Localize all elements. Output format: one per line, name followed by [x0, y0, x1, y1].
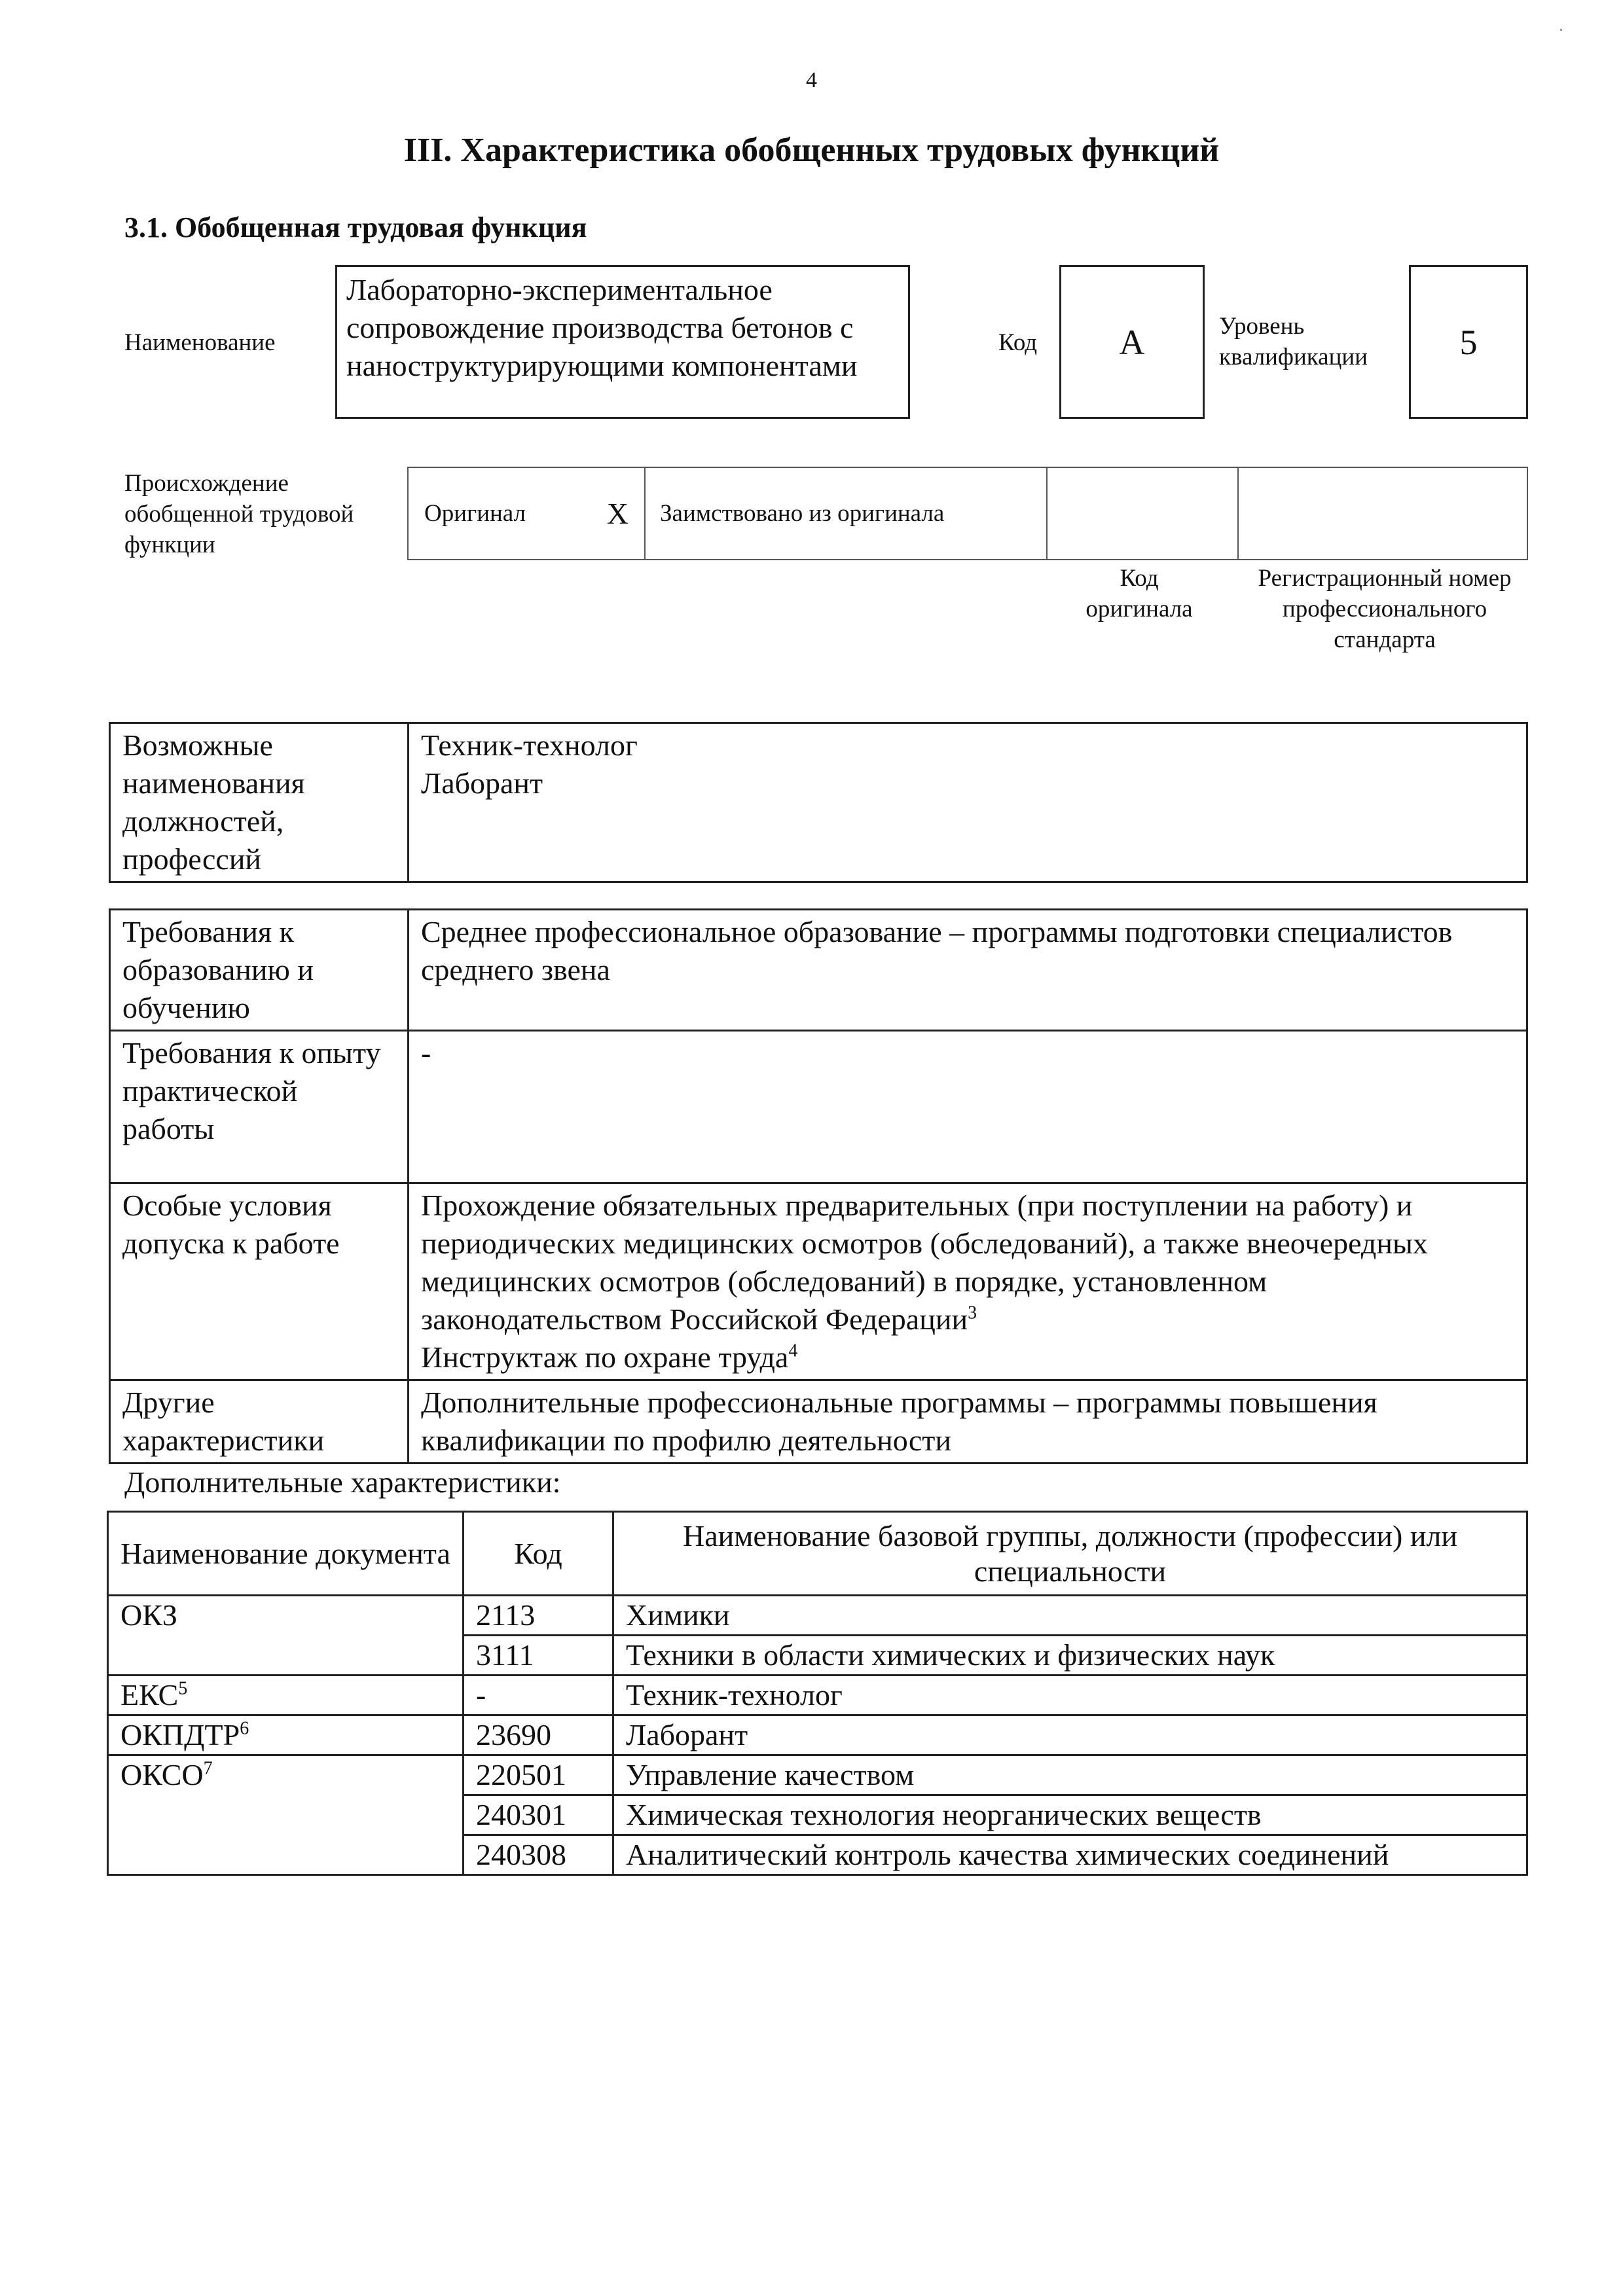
code-original-caption: Код оригинала	[1085, 565, 1193, 622]
footnote-ref: 4	[788, 1340, 798, 1361]
positions-row	[110, 723, 1527, 882]
doc-name: ОКСО	[120, 1758, 204, 1791]
function-code-value: А	[1119, 322, 1145, 362]
function-name-box	[335, 265, 910, 419]
header-code: Код	[464, 1512, 613, 1596]
requirement-value: Среднее профессиональное образование – программы подготовки специалистов среднего звена	[409, 910, 1527, 1031]
code-cell: -	[464, 1676, 613, 1715]
code-cell: 240301	[464, 1795, 613, 1835]
origin-reg-number-cell	[1239, 468, 1529, 559]
table-row	[108, 1676, 1527, 1715]
additional-title: Дополнительные характеристики:	[124, 1465, 561, 1499]
origin-borrowed-cell	[646, 468, 1048, 559]
positions-table	[109, 722, 1528, 883]
footnote-ref: 5	[178, 1678, 188, 1699]
code-cell: 240308	[464, 1835, 613, 1875]
doc-cell	[108, 1596, 464, 1676]
origin-original-cell	[409, 468, 646, 559]
code-cell: 3111	[464, 1636, 613, 1676]
additional-table	[107, 1511, 1528, 1876]
origin-table	[407, 467, 1528, 560]
requirement-label: Требования к опыту практической работы	[110, 1031, 409, 1183]
code-cell: 2113	[464, 1596, 613, 1636]
positions-values	[409, 723, 1527, 882]
requirement-row	[110, 910, 1527, 1031]
origin-borrowed-label: Заимствовано из оригинала	[660, 500, 945, 527]
footnote-ref: 3	[968, 1302, 977, 1323]
name-cell: Техники в области химических и физических наук	[613, 1636, 1527, 1676]
qualification-level-label: Уровень квалификации	[1219, 313, 1368, 370]
position-item: Лаборант	[421, 766, 543, 800]
doc-name: ОКЗ	[120, 1598, 177, 1632]
doc-cell	[108, 1715, 464, 1755]
subsection-title: 3.1. Обобщенная трудовая функция	[124, 211, 587, 243]
name-cell: Аналитический контроль качества химических соединений	[613, 1835, 1527, 1875]
table-row	[108, 1715, 1527, 1755]
function-name-label: Наименование	[124, 329, 276, 356]
function-code-label: Код	[998, 329, 1038, 356]
doc-cell	[108, 1755, 464, 1875]
qualification-level-box	[1409, 265, 1528, 419]
doc-name: ЕКС	[120, 1678, 179, 1712]
requirement-value: -	[409, 1031, 1527, 1183]
table-row	[108, 1755, 1527, 1795]
requirement-value-2: Инструктаж по охране труда	[421, 1340, 789, 1374]
scan-speck	[1560, 29, 1562, 31]
code-cell: 220501	[464, 1755, 613, 1795]
function-name-value: Лабораторно-экспериментальное сопровождение производства бетонов с наноструктурирующими компонентами	[346, 273, 858, 382]
header-name: Наименование базовой группы, должности (профессии) или специальности	[613, 1512, 1527, 1596]
origin-original-mark: X	[606, 496, 629, 530]
name-cell: Лаборант	[613, 1715, 1527, 1755]
positions-label: Возможные наименования должностей, профессий	[110, 723, 409, 882]
header-doc: Наименование документа	[108, 1512, 464, 1596]
doc-cell	[108, 1676, 464, 1715]
doc-name: ОКПДТР	[120, 1718, 240, 1751]
qualification-level-value: 5	[1459, 322, 1478, 362]
additional-header-row	[108, 1512, 1527, 1596]
name-cell: Химическая технология неорганических веществ	[613, 1795, 1527, 1835]
name-cell: Управление качеством	[613, 1755, 1527, 1795]
requirement-label: Другие характеристики	[110, 1380, 409, 1463]
function-code-box	[1059, 265, 1205, 419]
origin-label: Происхождение обобщенной трудовой функции	[124, 470, 354, 558]
position-item: Техник-технолог	[421, 728, 638, 762]
reg-number-caption: Регистрационный номер профессионального стандарта	[1258, 565, 1512, 653]
requirement-row	[110, 1380, 1527, 1463]
name-cell: Химики	[613, 1596, 1527, 1636]
origin-original-label: Оригинал	[424, 500, 526, 527]
section-title: III. Характеристика обобщенных трудовых функций	[403, 132, 1220, 169]
page-number: 4	[806, 68, 817, 92]
code-cell: 23690	[464, 1715, 613, 1755]
origin-code-cell	[1048, 468, 1239, 559]
footnote-ref: 6	[240, 1718, 249, 1739]
requirement-value-cell	[409, 1183, 1527, 1380]
requirement-label: Особые условия допуска к работе	[110, 1183, 409, 1380]
requirement-row	[110, 1183, 1527, 1380]
requirements-table	[109, 908, 1528, 1464]
requirement-row	[110, 1031, 1527, 1183]
requirement-label: Требования к образованию и обучению	[110, 910, 409, 1031]
requirement-value: Прохождение обязательных предварительных (при поступлении на работу) и периодических медицинских осмотров (обследований), а также внеочередных медицинских осмотров (обследований) в порядке, установленном законодательством Российской Федерации	[421, 1189, 1428, 1336]
requirement-value: Дополнительные профессиональные программы – программы повышения квалификации по профилю деятельности	[409, 1380, 1527, 1463]
footnote-ref: 7	[203, 1758, 213, 1779]
table-row	[108, 1596, 1527, 1636]
name-cell: Техник-технолог	[613, 1676, 1527, 1715]
